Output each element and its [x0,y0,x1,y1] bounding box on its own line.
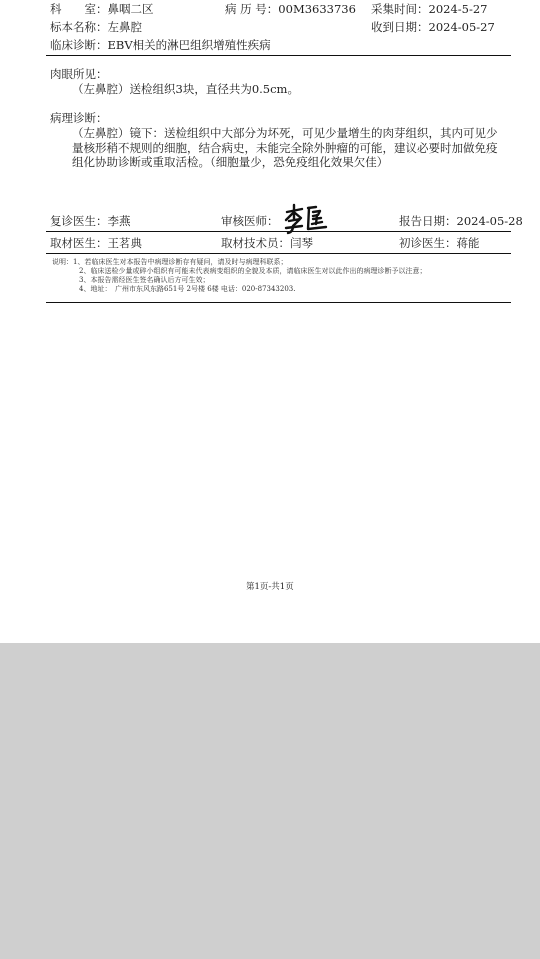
sampling-technician: 取材技术员：闫琴 [221,236,313,250]
pathology-line: 组化协助诊断或重取活检。（细胞量少，恐免疫组化效果欠佳） [72,155,389,169]
note-line: 3、本报告需经医生签名确认后方可生效； [79,276,210,284]
note-line: 2、临床送检少量或碎小组织有可能未代表病变组织的全貌及本质，请临床医生对以此作出的病理诊断予以注意； [79,267,427,275]
audit-doctor-label: 审核医师： [221,214,279,228]
review-doctor: 复诊医生：李燕 [50,214,131,228]
department: 科 室：鼻咽二区 [50,2,154,16]
received-date: 收到日期：2024-05-27 [371,20,495,34]
sampling-doctor: 取材医生：王茗典 [50,236,142,250]
pathology-line: （左鼻腔）镜下：送检组织中大部分为坏死，可见少量增生的肉芽组织，其内可见少 [72,126,498,140]
report-date: 报告日期：2024-05-28 [399,214,523,228]
note-line: 说明：1、若临床医生对本报告中病理诊断存有疑问，请及时与病理科联系； [52,258,288,266]
pathology-label: 病理诊断： [50,111,108,125]
record-number: 病 历 号：00M3633736 [225,2,356,16]
notes-divider-top [46,253,511,254]
gross-label: 肉眼所见： [50,67,108,81]
page-number: 第1页-共1页 [246,582,294,592]
notes-divider-bottom [46,302,511,303]
clinical-diagnosis: 临床诊断：EBV相关的淋巴组织增殖性疾病 [50,38,271,52]
signature-divider [46,231,511,232]
pathology-line: 量核形稍不规则的细胞，结合病史，未能完全除外肿瘤的可能，建议必要时加做免疫 [72,140,498,155]
header-divider [46,55,511,56]
initial-doctor: 初诊医生：蒋能 [399,236,480,250]
specimen-name: 标本名称：左鼻腔 [50,20,142,34]
gross-text: （左鼻腔）送检组织3块，直径共为0.5cm。 [72,82,299,96]
collection-time: 采集时间：2024-5-27 [371,2,488,16]
note-line: 4、地址： 广州市东风东路651号 2号楼 6楼 电话：020-87343203. [79,285,296,293]
